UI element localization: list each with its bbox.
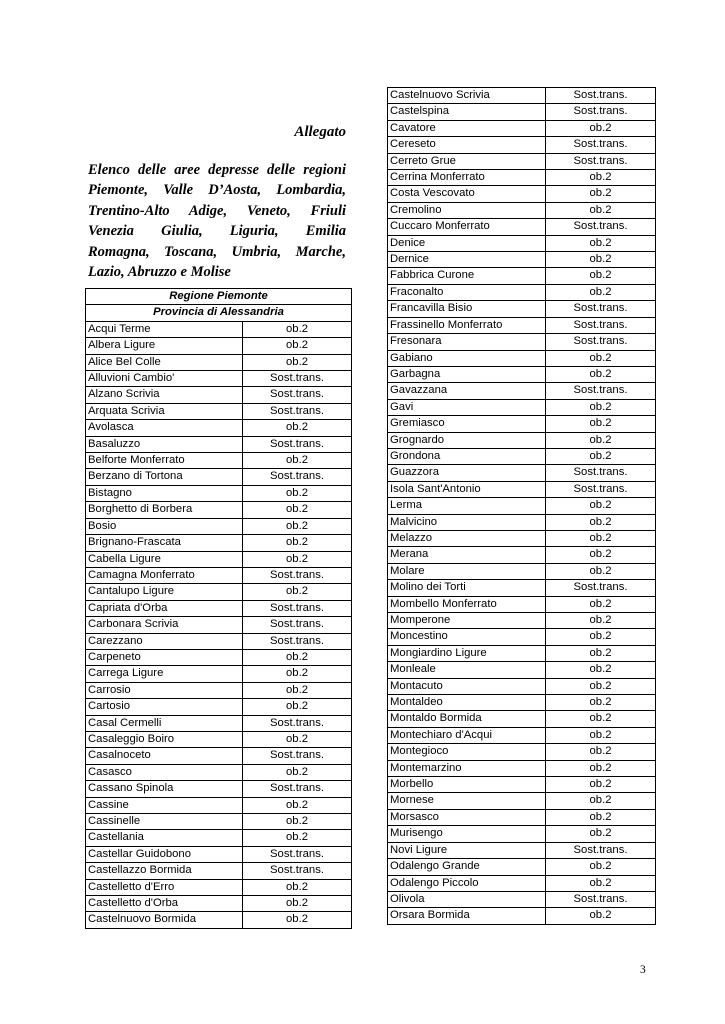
eligibility-status: ob.2 bbox=[546, 629, 656, 645]
table-row bbox=[388, 530, 656, 546]
eligibility-status: ob.2 bbox=[546, 252, 656, 268]
table-row bbox=[86, 518, 352, 534]
municipality-name: Montechiaro d'Acqui bbox=[388, 727, 546, 743]
table-row bbox=[388, 629, 656, 645]
municipality-name: Castellania bbox=[86, 830, 243, 846]
municipality-name: Casal Cermelli bbox=[86, 715, 243, 731]
municipality-name: Cabella Ligure bbox=[86, 551, 243, 567]
intro-line: Venezia Giulia, Liguria, Emilia bbox=[88, 223, 346, 240]
intro-paragraph bbox=[88, 160, 346, 282]
municipality-name: Garbagna bbox=[388, 366, 546, 382]
municipality-name: Acqui Terme bbox=[86, 321, 243, 337]
eligibility-status: ob.2 bbox=[243, 699, 352, 715]
municipality-name: Molare bbox=[388, 563, 546, 579]
municipality-name: Costa Vescovato bbox=[388, 186, 546, 202]
table-row bbox=[388, 432, 656, 448]
municipality-name: Denice bbox=[388, 235, 546, 251]
eligibility-status: Sost.trans. bbox=[243, 748, 352, 764]
table-row bbox=[86, 682, 352, 698]
eligibility-status: Sost.trans. bbox=[243, 371, 352, 387]
municipality-name: Belforte Monferrato bbox=[86, 453, 243, 469]
eligibility-status: ob.2 bbox=[546, 235, 656, 251]
table-row bbox=[86, 666, 352, 682]
eligibility-status: ob.2 bbox=[546, 416, 656, 432]
eligibility-status: Sost.trans. bbox=[243, 403, 352, 419]
table-row bbox=[86, 715, 352, 731]
table-row bbox=[388, 219, 656, 235]
municipality-name: Cartosio bbox=[86, 699, 243, 715]
eligibility-status: ob.2 bbox=[243, 649, 352, 665]
municipality-name: Malvicino bbox=[388, 514, 546, 530]
eligibility-status: ob.2 bbox=[546, 563, 656, 579]
municipality-name: Bistagno bbox=[86, 485, 243, 501]
eligibility-status: Sost.trans. bbox=[243, 781, 352, 797]
municipality-name: Carrosio bbox=[86, 682, 243, 698]
eligibility-status: ob.2 bbox=[546, 875, 656, 891]
table-row bbox=[388, 678, 656, 694]
eligibility-status: ob.2 bbox=[243, 764, 352, 780]
table-row bbox=[388, 120, 656, 136]
eligibility-status: ob.2 bbox=[243, 551, 352, 567]
eligibility-status: ob.2 bbox=[546, 498, 656, 514]
municipality-name: Odalengo Grande bbox=[388, 859, 546, 875]
eligibility-status: ob.2 bbox=[243, 731, 352, 747]
table-row bbox=[86, 846, 352, 862]
table-row bbox=[86, 338, 352, 354]
table-row bbox=[388, 744, 656, 760]
eligibility-status: Sost.trans. bbox=[546, 153, 656, 169]
eligibility-status: ob.2 bbox=[546, 284, 656, 300]
table-row bbox=[388, 613, 656, 629]
eligibility-status: ob.2 bbox=[243, 584, 352, 600]
table-row bbox=[86, 453, 352, 469]
table-row bbox=[388, 859, 656, 875]
municipality-name: Castelletto d'Orba bbox=[86, 896, 243, 912]
municipality-name: Cerrina Monferrato bbox=[388, 170, 546, 186]
municipality-name: Carbonara Scrivia bbox=[86, 617, 243, 633]
table-row bbox=[388, 399, 656, 415]
eligibility-status: Sost.trans. bbox=[546, 334, 656, 350]
table-row bbox=[388, 317, 656, 333]
municipality-name: Odalengo Piccolo bbox=[388, 875, 546, 891]
municipality-table-right bbox=[387, 87, 656, 925]
municipality-name: Fresonara bbox=[388, 334, 546, 350]
municipality-name: Morbello bbox=[388, 777, 546, 793]
table-row bbox=[388, 727, 656, 743]
table-row bbox=[388, 252, 656, 268]
municipality-name: Momperone bbox=[388, 613, 546, 629]
municipality-name: Molino dei Torti bbox=[388, 580, 546, 596]
eligibility-status: Sost.trans. bbox=[546, 104, 656, 120]
municipality-name: Alice Bel Colle bbox=[86, 354, 243, 370]
table-row bbox=[388, 88, 656, 104]
municipality-name: Castelspina bbox=[388, 104, 546, 120]
table-row bbox=[388, 284, 656, 300]
municipality-name: Brignano-Frascata bbox=[86, 535, 243, 551]
eligibility-status: Sost.trans. bbox=[243, 469, 352, 485]
municipality-name: Grondona bbox=[388, 448, 546, 464]
eligibility-status: Sost.trans. bbox=[546, 465, 656, 481]
eligibility-status: ob.2 bbox=[546, 777, 656, 793]
table-row bbox=[86, 436, 352, 452]
eligibility-status: ob.2 bbox=[546, 530, 656, 546]
municipality-name: Fabbrica Curone bbox=[388, 268, 546, 284]
eligibility-status: ob.2 bbox=[546, 514, 656, 530]
municipality-name: Basaluzzo bbox=[86, 436, 243, 452]
intro-line: Romagna, Toscana, Umbria, Marche, bbox=[88, 243, 346, 260]
municipality-name: Castellar Guidobono bbox=[86, 846, 243, 862]
eligibility-status: ob.2 bbox=[546, 711, 656, 727]
eligibility-status: ob.2 bbox=[243, 879, 352, 895]
table-row bbox=[86, 748, 352, 764]
eligibility-status: ob.2 bbox=[243, 682, 352, 698]
table-row bbox=[388, 268, 656, 284]
municipality-name: Cuccaro Monferrato bbox=[388, 219, 546, 235]
table-row bbox=[388, 170, 656, 186]
municipality-name: Castellazzo Bormida bbox=[86, 863, 243, 879]
table-row bbox=[86, 485, 352, 501]
eligibility-status: ob.2 bbox=[546, 399, 656, 415]
municipality-name: Cantalupo Ligure bbox=[86, 584, 243, 600]
municipality-name: Mongiardino Ligure bbox=[388, 645, 546, 661]
table-row bbox=[388, 777, 656, 793]
table-row bbox=[388, 908, 656, 924]
table-row bbox=[388, 826, 656, 842]
municipality-name: Castelletto d'Erro bbox=[86, 879, 243, 895]
eligibility-status: ob.2 bbox=[546, 695, 656, 711]
table-row bbox=[86, 567, 352, 583]
municipality-name: Berzano di Tortona bbox=[86, 469, 243, 485]
table-row bbox=[86, 535, 352, 551]
table-row bbox=[86, 879, 352, 895]
eligibility-status: ob.2 bbox=[243, 321, 352, 337]
eligibility-status: ob.2 bbox=[243, 354, 352, 370]
table-row bbox=[86, 731, 352, 747]
municipality-name: Casasco bbox=[86, 764, 243, 780]
eligibility-status: ob.2 bbox=[546, 678, 656, 694]
municipality-name: Alluvioni Cambio' bbox=[86, 371, 243, 387]
municipality-name: Cavatore bbox=[388, 120, 546, 136]
table-row bbox=[388, 514, 656, 530]
municipality-name: Carrega Ligure bbox=[86, 666, 243, 682]
municipality-name: Fraconalto bbox=[388, 284, 546, 300]
table-row bbox=[388, 202, 656, 218]
table-row bbox=[388, 383, 656, 399]
intro-line: Lazio, Abruzzo e Molise bbox=[88, 264, 231, 281]
municipality-name: Casalnoceto bbox=[86, 748, 243, 764]
table-row bbox=[86, 781, 352, 797]
table-row bbox=[86, 584, 352, 600]
eligibility-status: ob.2 bbox=[546, 120, 656, 136]
municipality-name: Gabiano bbox=[388, 350, 546, 366]
eligibility-status: Sost.trans. bbox=[546, 383, 656, 399]
table-row bbox=[388, 153, 656, 169]
eligibility-status: Sost.trans. bbox=[546, 137, 656, 153]
table-row bbox=[86, 912, 352, 928]
municipality-name: Castelnuovo Scrivia bbox=[388, 88, 546, 104]
municipality-table-left bbox=[85, 288, 352, 929]
eligibility-status: ob.2 bbox=[243, 896, 352, 912]
municipality-name: Guazzora bbox=[388, 465, 546, 481]
eligibility-status: ob.2 bbox=[243, 912, 352, 928]
municipality-name: Montegioco bbox=[388, 744, 546, 760]
table-row bbox=[86, 469, 352, 485]
table-row bbox=[86, 699, 352, 715]
eligibility-status: Sost.trans. bbox=[546, 88, 656, 104]
page-number: 3 bbox=[640, 964, 646, 976]
municipality-name: Camagna Monferrato bbox=[86, 567, 243, 583]
eligibility-status: ob.2 bbox=[546, 645, 656, 661]
eligibility-status: ob.2 bbox=[546, 793, 656, 809]
table-row bbox=[86, 420, 352, 436]
table-row bbox=[388, 137, 656, 153]
municipality-name: Carezzano bbox=[86, 633, 243, 649]
municipality-name: Monleale bbox=[388, 662, 546, 678]
municipality-name: Alzano Scrivia bbox=[86, 387, 243, 403]
table-row bbox=[86, 617, 352, 633]
table-row bbox=[86, 896, 352, 912]
municipality-name: Novi Ligure bbox=[388, 842, 546, 858]
eligibility-status: ob.2 bbox=[243, 830, 352, 846]
table-row bbox=[86, 797, 352, 813]
eligibility-status: ob.2 bbox=[243, 485, 352, 501]
municipality-name: Borghetto di Borbera bbox=[86, 502, 243, 518]
table-row bbox=[388, 596, 656, 612]
municipality-name: Melazzo bbox=[388, 530, 546, 546]
eligibility-status: ob.2 bbox=[546, 908, 656, 924]
municipality-name: Arquata Scrivia bbox=[86, 403, 243, 419]
eligibility-status: Sost.trans. bbox=[546, 301, 656, 317]
eligibility-status: ob.2 bbox=[546, 186, 656, 202]
municipality-name: Montacuto bbox=[388, 678, 546, 694]
municipality-name: Murisengo bbox=[388, 826, 546, 842]
municipality-name: Frassinello Monferrato bbox=[388, 317, 546, 333]
intro-line: Elenco delle aree depresse delle regioni bbox=[88, 162, 346, 178]
table-row bbox=[86, 551, 352, 567]
municipality-name: Montemarzino bbox=[388, 760, 546, 776]
eligibility-status: ob.2 bbox=[546, 859, 656, 875]
eligibility-status: ob.2 bbox=[243, 666, 352, 682]
table-row bbox=[86, 502, 352, 518]
eligibility-status: ob.2 bbox=[546, 202, 656, 218]
intro-line: Piemonte, Valle D’Aosta, Lombardia, bbox=[88, 182, 346, 199]
municipality-name: Castelnuovo Bormida bbox=[86, 912, 243, 928]
intro-line: Trentino-Alto Adige, Veneto, Friuli bbox=[88, 202, 346, 219]
municipality-name: Cereseto bbox=[388, 137, 546, 153]
municipality-name: Gremiasco bbox=[388, 416, 546, 432]
municipality-name: Cassinelle bbox=[86, 814, 243, 830]
municipality-name: Merana bbox=[388, 547, 546, 563]
table-row bbox=[86, 633, 352, 649]
table-row bbox=[86, 830, 352, 846]
municipality-name: Capriata d'Orba bbox=[86, 600, 243, 616]
table-row bbox=[388, 416, 656, 432]
table-row bbox=[388, 891, 656, 907]
table-row bbox=[388, 842, 656, 858]
municipality-name: Moncestino bbox=[388, 629, 546, 645]
table-row bbox=[388, 301, 656, 317]
municipality-name: Gavi bbox=[388, 399, 546, 415]
table-row bbox=[388, 711, 656, 727]
eligibility-status: ob.2 bbox=[546, 268, 656, 284]
province-header: Provincia di Alessandria bbox=[86, 305, 352, 321]
municipality-name: Orsara Bormida bbox=[388, 908, 546, 924]
municipality-name: Mornese bbox=[388, 793, 546, 809]
eligibility-status: Sost.trans. bbox=[243, 617, 352, 633]
eligibility-status: Sost.trans. bbox=[546, 580, 656, 596]
table-row bbox=[86, 387, 352, 403]
eligibility-status: Sost.trans. bbox=[243, 600, 352, 616]
municipality-name: Casaleggio Boiro bbox=[86, 731, 243, 747]
eligibility-status: ob.2 bbox=[546, 613, 656, 629]
table-row bbox=[388, 793, 656, 809]
table-row bbox=[86, 321, 352, 337]
eligibility-status: ob.2 bbox=[546, 448, 656, 464]
eligibility-status: ob.2 bbox=[546, 826, 656, 842]
eligibility-status: Sost.trans. bbox=[243, 436, 352, 452]
eligibility-status: ob.2 bbox=[546, 170, 656, 186]
eligibility-status: ob.2 bbox=[546, 744, 656, 760]
eligibility-status: Sost.trans. bbox=[546, 891, 656, 907]
municipality-name: Bosio bbox=[86, 518, 243, 534]
table-row bbox=[86, 649, 352, 665]
eligibility-status: ob.2 bbox=[546, 760, 656, 776]
eligibility-status: ob.2 bbox=[243, 420, 352, 436]
eligibility-status: ob.2 bbox=[546, 432, 656, 448]
eligibility-status: Sost.trans. bbox=[546, 219, 656, 235]
table-row bbox=[388, 334, 656, 350]
table-row bbox=[388, 875, 656, 891]
municipality-name: Cremolino bbox=[388, 202, 546, 218]
table-row bbox=[388, 809, 656, 825]
table-row bbox=[86, 371, 352, 387]
eligibility-status: Sost.trans. bbox=[243, 633, 352, 649]
municipality-name: Gavazzana bbox=[388, 383, 546, 399]
region-header: Regione Piemonte bbox=[86, 289, 352, 305]
eligibility-status: ob.2 bbox=[243, 797, 352, 813]
municipality-name: Grognardo bbox=[388, 432, 546, 448]
eligibility-status: Sost.trans. bbox=[546, 481, 656, 497]
table-row bbox=[388, 547, 656, 563]
table-row bbox=[388, 235, 656, 251]
municipality-name: Isola Sant'Antonio bbox=[388, 481, 546, 497]
table-row bbox=[86, 863, 352, 879]
municipality-name: Olivola bbox=[388, 891, 546, 907]
municipality-name: Francavilla Bisio bbox=[388, 301, 546, 317]
municipality-name: Dernice bbox=[388, 252, 546, 268]
municipality-name: Mombello Monferrato bbox=[388, 596, 546, 612]
eligibility-status: ob.2 bbox=[546, 727, 656, 743]
table-row bbox=[388, 366, 656, 382]
table-row bbox=[388, 481, 656, 497]
municipality-name: Lerma bbox=[388, 498, 546, 514]
municipality-name: Avolasca bbox=[86, 420, 243, 436]
eligibility-status: ob.2 bbox=[546, 366, 656, 382]
eligibility-status: ob.2 bbox=[243, 453, 352, 469]
eligibility-status: ob.2 bbox=[546, 547, 656, 563]
eligibility-status: ob.2 bbox=[546, 809, 656, 825]
eligibility-status: ob.2 bbox=[243, 518, 352, 534]
table-row bbox=[388, 186, 656, 202]
municipality-name: Montaldeo bbox=[388, 695, 546, 711]
eligibility-status: ob.2 bbox=[243, 535, 352, 551]
document-heading: Allegato bbox=[294, 124, 346, 140]
table-row bbox=[388, 350, 656, 366]
table-row bbox=[388, 662, 656, 678]
table-row bbox=[388, 498, 656, 514]
municipality-name: Albera Ligure bbox=[86, 338, 243, 354]
table-row bbox=[388, 760, 656, 776]
table-row bbox=[86, 403, 352, 419]
eligibility-status: ob.2 bbox=[243, 814, 352, 830]
eligibility-status: ob.2 bbox=[546, 662, 656, 678]
table-row bbox=[86, 814, 352, 830]
eligibility-status: ob.2 bbox=[243, 338, 352, 354]
eligibility-status: Sost.trans. bbox=[243, 567, 352, 583]
eligibility-status: ob.2 bbox=[546, 350, 656, 366]
municipality-name: Carpeneto bbox=[86, 649, 243, 665]
eligibility-status: Sost.trans. bbox=[546, 842, 656, 858]
table-row bbox=[388, 563, 656, 579]
eligibility-status: Sost.trans. bbox=[243, 846, 352, 862]
table-row bbox=[388, 580, 656, 596]
municipality-name: Morsasco bbox=[388, 809, 546, 825]
municipality-name: Cassine bbox=[86, 797, 243, 813]
table-row bbox=[388, 645, 656, 661]
municipality-name: Montaldo Bormida bbox=[388, 711, 546, 727]
municipality-name: Cassano Spinola bbox=[86, 781, 243, 797]
table-row bbox=[86, 764, 352, 780]
eligibility-status: Sost.trans. bbox=[546, 317, 656, 333]
table-row bbox=[388, 104, 656, 120]
eligibility-status: ob.2 bbox=[546, 596, 656, 612]
eligibility-status: ob.2 bbox=[243, 502, 352, 518]
eligibility-status: Sost.trans. bbox=[243, 863, 352, 879]
table-row bbox=[388, 448, 656, 464]
municipality-name: Cerreto Grue bbox=[388, 153, 546, 169]
eligibility-status: Sost.trans. bbox=[243, 715, 352, 731]
table-row bbox=[86, 354, 352, 370]
table-row bbox=[388, 695, 656, 711]
table-row bbox=[388, 465, 656, 481]
eligibility-status: Sost.trans. bbox=[243, 387, 352, 403]
table-row bbox=[86, 600, 352, 616]
